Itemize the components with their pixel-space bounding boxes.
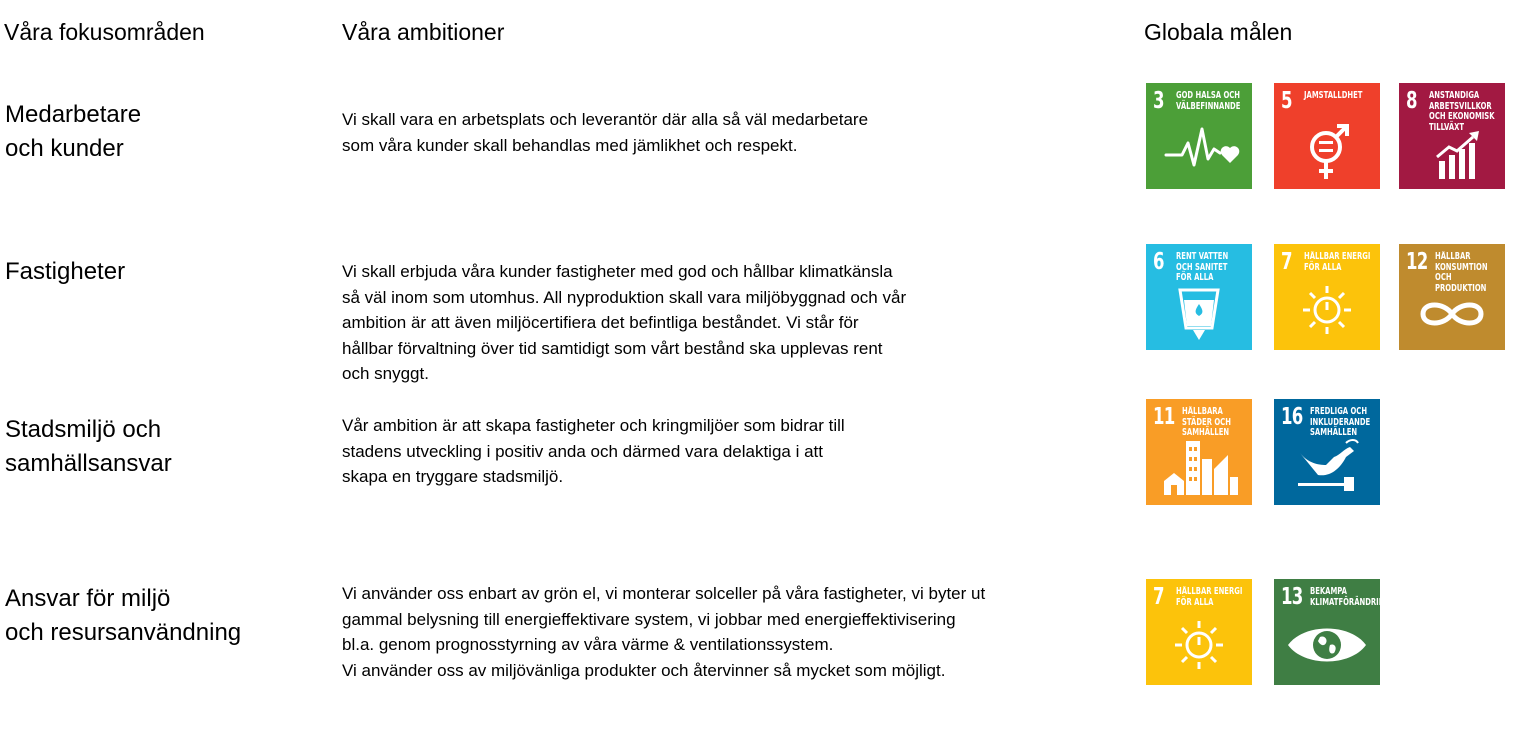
sdg-title: GOD HÄLSA OCH VÄLBEFINNANDE bbox=[1176, 90, 1241, 112]
sdg-number: 6 bbox=[1153, 249, 1164, 275]
sdg-number: 12 bbox=[1406, 249, 1428, 275]
city-buildings-icon bbox=[1146, 399, 1252, 505]
focus-line: samhällsansvar bbox=[5, 450, 172, 477]
growth-chart-icon bbox=[1399, 83, 1505, 189]
focus-area-employees-customers bbox=[5, 98, 141, 166]
ambition-properties bbox=[342, 259, 906, 387]
sdg-3-tile bbox=[1146, 83, 1252, 189]
focus-line: och resursanvändning bbox=[5, 619, 242, 646]
sdg-title: RENT VATTEN OCH SANITET FÖR ALLA bbox=[1176, 251, 1229, 283]
focus-area-environment-resources bbox=[5, 582, 241, 650]
ambition-line: som våra kunder skall behandlas med jämlikhet och respekt. bbox=[342, 135, 798, 155]
heartbeat-icon bbox=[1146, 83, 1252, 189]
focus-line: Stadsmiljö och bbox=[5, 416, 162, 443]
infinity-icon bbox=[1399, 244, 1505, 350]
sdg-title: FREDLIGA OCH INKLUDERANDE SAMHÄLLEN bbox=[1310, 406, 1371, 438]
sdg-title: HÅLLBAR ENERGI FÖR ALLA bbox=[1304, 251, 1371, 273]
sdg-number: 8 bbox=[1406, 88, 1417, 114]
focus-line: Ansvar för miljö bbox=[5, 585, 171, 612]
sdg-13-tile bbox=[1274, 579, 1412, 685]
sdg-number: 7 bbox=[1153, 584, 1164, 610]
ambition-line: ambition är att även miljöcertifiera det befintliga beståndet. Vi står för bbox=[342, 313, 859, 332]
sdg-number: 16 bbox=[1281, 404, 1303, 430]
focus-area-properties bbox=[5, 255, 125, 289]
ambition-line: Vår ambition är att skapa fastigheter och kringmiljöer som bidrar till bbox=[342, 416, 845, 435]
ambition-environment-resources bbox=[342, 581, 985, 683]
sdg-number: 3 bbox=[1153, 88, 1164, 114]
ambition-urban-environment bbox=[342, 413, 845, 490]
sdg-number: 11 bbox=[1153, 404, 1175, 430]
sdg-7-tile bbox=[1146, 579, 1252, 685]
sdg-title: JÄMSTÄLLDHET bbox=[1304, 90, 1363, 101]
gender-equality-icon bbox=[1274, 83, 1380, 189]
header-global-goals: Globala målen bbox=[1144, 19, 1293, 45]
focus-line: och kunder bbox=[5, 135, 124, 162]
ambition-line: bl.a. genom prognosstyrning av våra värme & ventilationssystem. bbox=[342, 635, 834, 654]
ambition-line: och snyggt. bbox=[342, 364, 429, 383]
sdg-number: 13 bbox=[1281, 584, 1303, 610]
sdg-title: HÅLLBAR ENERGI FÖR ALLA bbox=[1176, 586, 1243, 608]
ambition-line: Vi använder oss av miljövänliga produkter och återvinner så mycket som möjligt. bbox=[342, 660, 946, 680]
sdg-title: BEKÄMPA KLIMATFÖRÄNDRINGARNA bbox=[1310, 586, 1412, 608]
focus-line: Medarbetare bbox=[5, 101, 142, 128]
ambition-line: gammal belysning till energieffektivare system, vi jobbar med energieffektivisering bbox=[342, 609, 956, 629]
sdg-12-tile bbox=[1399, 244, 1505, 350]
ambition-line: stadens utveckling i positiv anda och därmed vara delaktiga i att bbox=[342, 441, 823, 461]
ambition-line: så väl inom som utomhus. All nyproduktion skall vara miljöbyggnad och vår bbox=[342, 287, 907, 307]
header-focus-areas: Våra fokusområden bbox=[4, 19, 205, 45]
sdg-number: 7 bbox=[1281, 249, 1292, 275]
dove-gavel-icon bbox=[1274, 399, 1380, 505]
sdg-number: 5 bbox=[1281, 88, 1292, 114]
ambition-line: skapa en tryggare stadsmiljö. bbox=[342, 467, 564, 486]
sdg-8-tile bbox=[1399, 83, 1505, 189]
ambition-line: Vi skall erbjuda våra kunder fastigheter med god och hållbar klimatkänsla bbox=[342, 262, 893, 281]
header-ambitions: Våra ambitioner bbox=[342, 19, 505, 45]
sun-power-icon bbox=[1274, 244, 1380, 350]
sdg-11-tile bbox=[1146, 399, 1252, 505]
sdg-6-tile bbox=[1146, 244, 1252, 350]
sun-power-icon bbox=[1146, 579, 1252, 685]
ambition-line: Vi använder oss enbart av grön el, vi monterar solceller på våra fastigheter, vi byter ut bbox=[342, 584, 986, 603]
focus-line: Fastigheter bbox=[5, 258, 126, 285]
sdg-title: HÅLLBARA STÄDER OCH SAMHÄLLEN bbox=[1182, 406, 1231, 438]
eye-globe-icon bbox=[1274, 579, 1412, 685]
sdg-7-tile bbox=[1274, 244, 1380, 350]
ambition-employees-customers bbox=[342, 107, 868, 158]
ambition-line: Vi skall vara en arbetsplats och leverantör där alla så väl medarbetare bbox=[342, 110, 869, 129]
water-glass-icon bbox=[1146, 244, 1252, 350]
sdg-16-tile bbox=[1274, 399, 1380, 505]
ambition-line: hållbar förvaltning över tid samtidigt som vårt bestånd ska upplevas rent bbox=[342, 338, 883, 358]
sdg-5-tile bbox=[1274, 83, 1380, 189]
focus-area-urban-environment bbox=[5, 413, 172, 481]
sdg-title: HÅLLBAR KONSUMTION OCH PRODUKTION bbox=[1435, 251, 1488, 294]
sdg-title: ANSTÄNDIGA ARBETSVILLKOR OCH EKONOMISK TILLVÄXT bbox=[1429, 90, 1495, 133]
